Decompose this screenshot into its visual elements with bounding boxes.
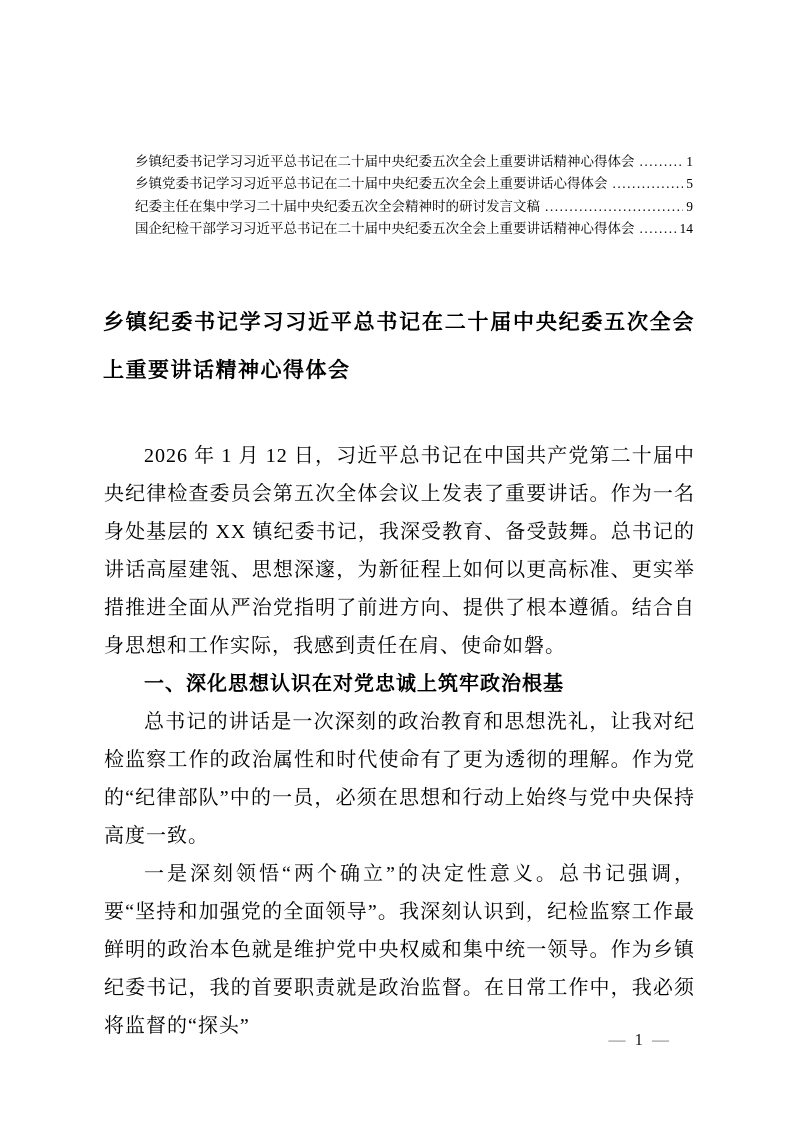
article-body — [104, 437, 695, 1045]
footer-page-number: 1 — [634, 1030, 643, 1049]
footer-dash-right: — — [652, 1030, 669, 1049]
toc-page-number: 9 — [686, 198, 693, 214]
toc-page-number: 14 — [679, 221, 693, 237]
toc-item-3[interactable] — [135, 196, 693, 218]
paragraph-2: 总书记的讲话是一次深刻的政治教育和思想洗礼，让我对纪检监察工作的政治属性和时代使命有了更为透彻的理解。作为党的“纪律部队”中的一员，必须在思想和行动上始终与党中央保持高度一致。 — [104, 711, 695, 847]
toc-item-title: 纪委主任在集中学习二十届中央纪委五次全会精神时的研讨发言文稿 — [135, 198, 540, 214]
toc-item-4[interactable] — [135, 218, 693, 240]
toc-item-title: 乡镇纪委书记学习习近平总书记在二十届中央纪委五次全会上重要讲话精神心得体会 — [135, 154, 635, 169]
section-heading-1: 一、深化思想认识在对党忠诚上筑牢政治根基 — [144, 673, 564, 695]
toc-item-2[interactable] — [135, 173, 693, 195]
toc-leader-dots — [640, 151, 684, 173]
footer-dash-left: — — [608, 1030, 626, 1049]
toc-item-title: 国企纪检干部学习习近平总书记在二十届中央纪委五次全会上重要讲话精神心得体会 — [135, 221, 635, 237]
toc-page-number: 1 — [686, 154, 693, 169]
page-footer — [609, 1028, 670, 1052]
toc-leader-dots — [545, 196, 683, 218]
toc-page-number: 5 — [686, 176, 693, 192]
toc-leader-dots — [613, 173, 684, 195]
table-of-contents — [135, 151, 693, 241]
toc-item-title: 乡镇党委书记学习习近平总书记在二十届中央纪委五次全会上重要讲话心得体会 — [135, 176, 608, 192]
article-title: 乡镇纪委书记学习习近平总书记在二十届中央纪委五次全会上重要讲话精神心得体会 — [103, 311, 695, 382]
toc-item-1[interactable] — [135, 151, 693, 173]
paragraph-intro: 2026 年 1 月 12 日，习近平总书记在中国共产党第二十届中央纪律检查委员会第五次全体会议上发表了重要讲话。作为一名身处基层的 XX 镇纪委书记，我深受教育、备受鼓舞。总书记的讲话高屋建瓴、思想深邃，为新征程上如何以更高标准、更实举措推进全面从严治党指明了前进方向、提供了根本遵循。结合自身思想和工作实际，我感到责任在肩、使命如磐。 — [104, 445, 695, 657]
toc-leader-dots — [640, 218, 677, 240]
paragraph-3: 一是深刻领悟“两个确立”的决定性意义。总书记强调，要“坚持和加强党的全面领导”。我深刻认识到，纪检监察工作最鲜明的政治本色就是维护党中央权威和集中统一领导。作为乡镇纪委书记，我的首要职责就是政治监督。在日常工作中，我必须将监督的“探头” — [104, 863, 695, 1037]
